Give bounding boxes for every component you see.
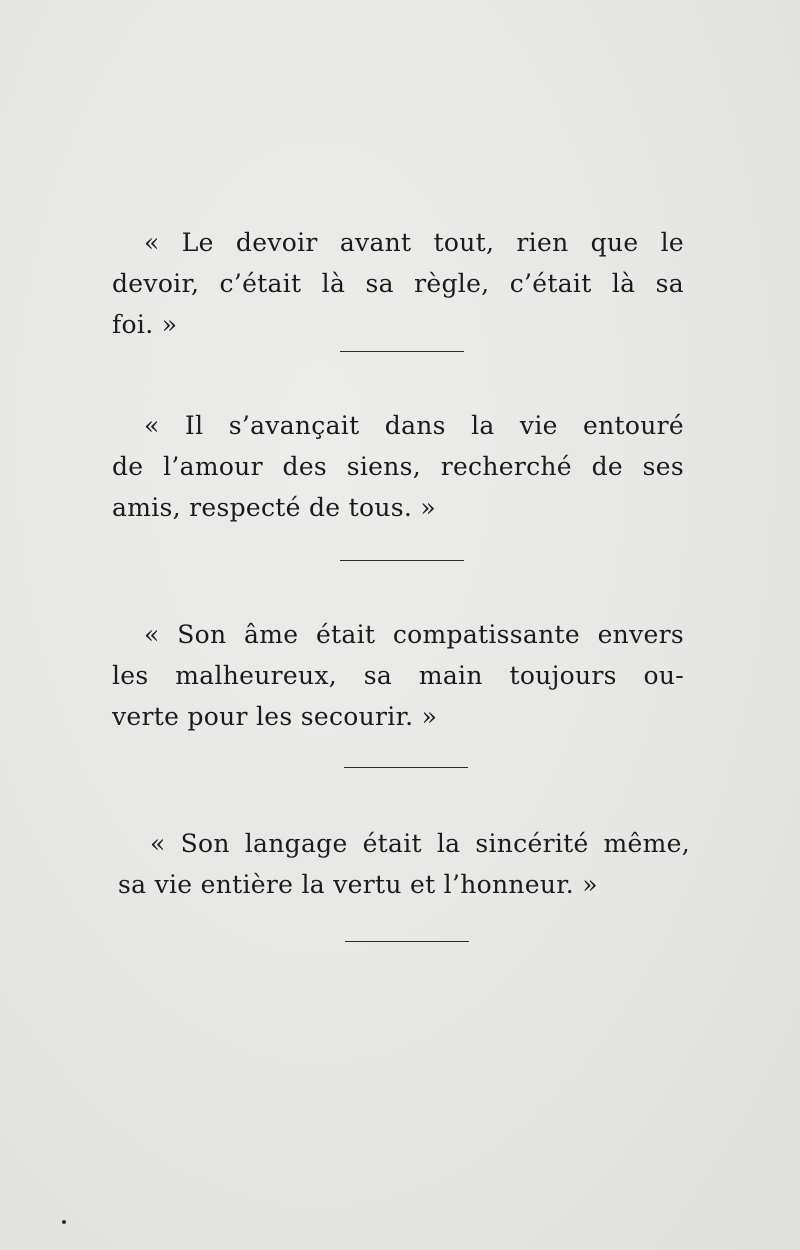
separator-rule-1 (340, 351, 464, 352)
quote-3-line-2: les malheureux, sa main toujours ou- (112, 661, 684, 690)
separator-rule-3 (344, 767, 468, 768)
separator-rule-2 (340, 560, 464, 561)
quote-4-line-1: « Son langage était la sincérité même, (150, 829, 690, 858)
separator-rule-4 (345, 941, 469, 942)
quote-1 (112, 222, 684, 345)
paper-speck (62, 1220, 66, 1224)
quote-2-line-2: de l’amour des siens, recherché de ses (112, 452, 684, 481)
quote-1-line-1: « Le devoir avant tout, rien que le (144, 228, 684, 257)
quote-2-line-3: amis, respecté de tous. » (112, 493, 436, 522)
quote-2-line-1: « Il s’avançait dans la vie entouré (144, 411, 684, 440)
quote-4-line-2: sa vie entière la vertu et l’honneur. » (118, 870, 598, 899)
quote-3-line-1: « Son âme était compatissante envers (144, 620, 684, 649)
quote-3-line-3: verte pour les secourir. » (112, 702, 438, 731)
quote-1-line-3: foi. » (112, 310, 178, 339)
quote-1-line-2: devoir, c’était là sa règle, c’était là sa (112, 269, 684, 298)
quote-4 (118, 823, 690, 905)
quote-2 (112, 405, 684, 528)
quote-3 (112, 614, 684, 737)
